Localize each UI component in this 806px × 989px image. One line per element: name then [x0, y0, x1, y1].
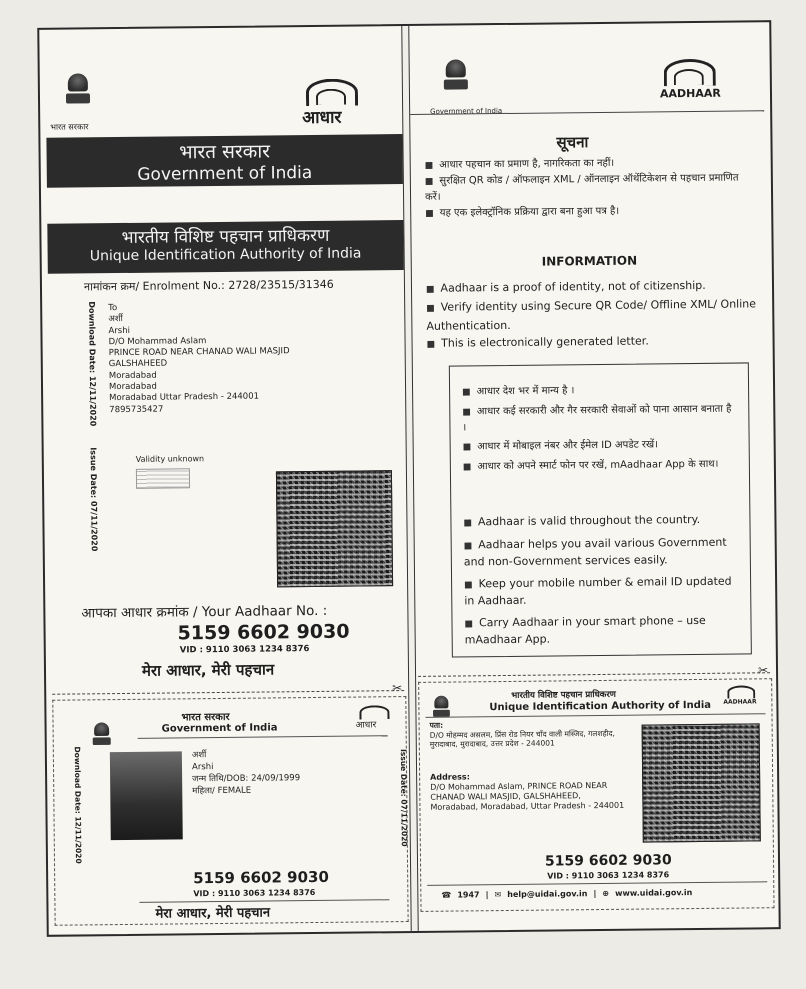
- card-issue-date: Issue Date: 07/11/2020: [398, 749, 409, 847]
- card-back-rule: [425, 713, 765, 718]
- qr-code-letter: [276, 470, 393, 587]
- national-emblem-icon: [66, 73, 90, 107]
- contact-footer: [441, 888, 692, 900]
- aadhaar-letter-sheet: [37, 20, 780, 937]
- info-item: ■ Aadhaar is a proof of identity, not of citizenship.: [426, 276, 762, 299]
- card-back-logo-text: AADHAAR: [723, 698, 757, 706]
- notice-title: सूचना: [556, 133, 589, 152]
- card-gov-english: Government of India: [161, 722, 278, 735]
- info-item: ■ This is electronically generated letter.: [426, 331, 762, 354]
- aadhaar-logo-inner-arc: [316, 89, 346, 105]
- digital-signature-stamp: [136, 468, 190, 489]
- card-authority-hindi: भारतीय विशिष्ट पहचान प्राधिकरण: [511, 689, 617, 701]
- aadhaar-card-front: [52, 696, 408, 926]
- holder-name: Arshi: [191, 762, 214, 773]
- address-line: Arshi: [108, 325, 130, 336]
- benefit-item: ■ आधार देश भर में मान्य है ।: [462, 382, 732, 401]
- holder-name-hindi: अर्शी: [191, 750, 207, 761]
- aadhaar-number: 5159 6602 9030: [177, 620, 350, 645]
- address-line: अर्शी: [108, 314, 123, 325]
- qr-code-card: [642, 723, 761, 842]
- emblem-caption: भारत सरकार: [50, 122, 89, 132]
- enrolment-number: नामांकन क्रम/ Enrolment No.: 2728/23515/31346: [83, 277, 334, 294]
- holder-dob: जन्म तिथि/DOB: 24/09/1999: [192, 773, 301, 785]
- address-line: Moradabad: [108, 381, 157, 393]
- gov-hindi: भारत सरकार: [179, 140, 271, 164]
- card-header-rule: [138, 735, 388, 739]
- benefit-item: ■ Keep your mobile number & email ID updated in Aadhaar.: [464, 574, 740, 610]
- signature-validity: Validity unknown: [135, 454, 205, 464]
- aadhaar-logo-text: आधार: [302, 107, 342, 129]
- address-line: PRINCE ROAD NEAR CHANAD WALI MASJID: [108, 346, 290, 359]
- benefit-item: ■ Aadhaar is valid throughout the country.: [463, 512, 739, 532]
- address-line: D/O Mohammad Aslam: [108, 336, 207, 348]
- address-english-label: Address:: [430, 772, 470, 782]
- benefits-english: [463, 512, 740, 649]
- gov-english: Government of India: [137, 162, 313, 185]
- address-line: GALSHAHEED: [108, 359, 168, 370]
- vid-number: VID : 9110 3063 1234 8376: [179, 644, 310, 656]
- scissors-icon: ✂: [757, 663, 769, 678]
- cut-line-left: [52, 690, 404, 695]
- website: www.uidai.gov.in: [614, 888, 693, 898]
- card-logo-text: आधार: [355, 720, 377, 731]
- emblem-caption-right: Government of India: [430, 107, 503, 116]
- address-line: To: [108, 303, 118, 314]
- aadhaar-number-label: आपका आधार क्रमांक / Your Aadhaar No. :: [81, 602, 328, 622]
- holder-photo: [110, 751, 183, 840]
- card-aadhaar-number: 5159 6602 9030: [193, 867, 329, 888]
- address-hindi-text: D/O मोहम्मद असलम, प्रिंस रोड नियर चाँद वाली मस्जिद, गलशहीद, मुरादाबाद, मुरादाबाद, उत्तर प्रदेश - 244001: [429, 728, 615, 749]
- uidai-hindi: भारतीय विशिष्ट पहचान प्राधिकरण: [121, 225, 330, 248]
- benefit-item: ■ आधार में मोबाइल नंबर और ईमेल ID अपडेट रखें।: [463, 437, 733, 456]
- address-english-text: D/O Mohammad Aslam, PRINCE ROAD NEAR CHANAD WALI MASJID, GALSHAHEED, Moradabad, Moradabad, Uttar Pradesh - 244001: [430, 780, 625, 812]
- benefit-item: ■ Aadhaar helps you avail various Government and non-Government services easily.: [464, 535, 740, 571]
- notice-list: [425, 154, 756, 221]
- card-download-date: Download Date: 12/11/2020: [72, 746, 84, 864]
- email-icon: ✉: [494, 890, 502, 900]
- card-tagline: मेरा आधार, मेरी पहचान: [155, 905, 271, 922]
- info-list: [426, 276, 763, 354]
- footer-separator: |: [593, 889, 597, 899]
- recipient-address: [108, 301, 290, 416]
- info-item: ■ Verify identity using Secure QR Code/ Offline XML/ Online Authentication.: [426, 295, 762, 335]
- notice-item: ■ सुरक्षित QR कोड / ऑफलाइन XML / ऑनलाइन ऑथेंटिकेशन से पहचान प्रमाणित करें।: [425, 170, 755, 205]
- footer-separator: |: [485, 890, 489, 900]
- holder-details: [192, 748, 300, 797]
- holder-gender: महिला/ FEMALE: [192, 785, 252, 797]
- aadhaar-logo-icon: [727, 685, 755, 698]
- card-vid: VID : 9110 3063 1234 8376: [193, 888, 316, 899]
- card-authority-english: Unique Identification Authority of India: [489, 699, 712, 714]
- card-back-footer-rule: [427, 881, 767, 886]
- card-back-aadhaar-number: 5159 6602 9030: [544, 852, 672, 870]
- benefit-item: ■ Carry Aadhaar in your smart phone – use mAadhaar App.: [464, 613, 740, 649]
- issue-date-vertical: Issue Date: 07/11/2020: [88, 447, 99, 552]
- gov-banner: [46, 134, 403, 188]
- aadhaar-logo-text: AADHAAR: [659, 86, 721, 101]
- globe-icon: ⊕: [602, 888, 610, 898]
- address-english: [430, 771, 626, 813]
- info-title: INFORMATION: [541, 253, 638, 269]
- phone-icon: ☎: [441, 890, 452, 900]
- notice-item: ■ यह एक इलेक्ट्रॉनिक प्रक्रिया द्वारा बना हुआ पत्र है।: [425, 202, 755, 221]
- cut-line-right: [418, 672, 770, 677]
- tagline: मेरा आधार, मेरी पहचान: [141, 660, 275, 680]
- benefit-item: ■ आधार को अपने स्मार्ट फोन पर रखें, mAadhaar App के साथ।: [463, 457, 733, 476]
- notice-item: ■ आधार पहचान का प्रमाण है, नागरिकता का नहीं।: [425, 154, 755, 173]
- uidai-banner: [47, 220, 404, 274]
- address-hindi-label: पता:: [429, 720, 444, 730]
- address-hindi: [430, 719, 616, 749]
- address-line: Moradabad: [108, 370, 157, 381]
- card-back-vid: VID : 9110 3063 1234 8376: [547, 870, 670, 881]
- helpline-number: 1947: [457, 890, 480, 900]
- benefits-box: [449, 362, 752, 657]
- address-line: 7895735427: [109, 404, 164, 415]
- benefit-item: ■ आधार कई सरकारी और गैर सरकारी सेवाओं को पाना आसान बनाता है ।: [462, 402, 732, 436]
- benefits-hindi: [462, 382, 733, 476]
- scissors-icon: ✂: [392, 681, 403, 696]
- national-emblem-icon: [444, 59, 468, 93]
- card-gov-hindi: भारत सरकार: [181, 711, 230, 724]
- national-emblem-icon: [93, 722, 111, 748]
- aadhaar-logo-inner-arc: [674, 69, 704, 85]
- help-email: help@uidai.gov.in: [507, 889, 588, 899]
- address-line: Moradabad Uttar Pradesh - 244001: [109, 391, 260, 404]
- aadhaar-card-back: [418, 678, 774, 912]
- uidai-english: Unique Identification Authority of India: [89, 245, 362, 265]
- download-date-vertical: Download Date: 12/11/2020: [87, 301, 98, 427]
